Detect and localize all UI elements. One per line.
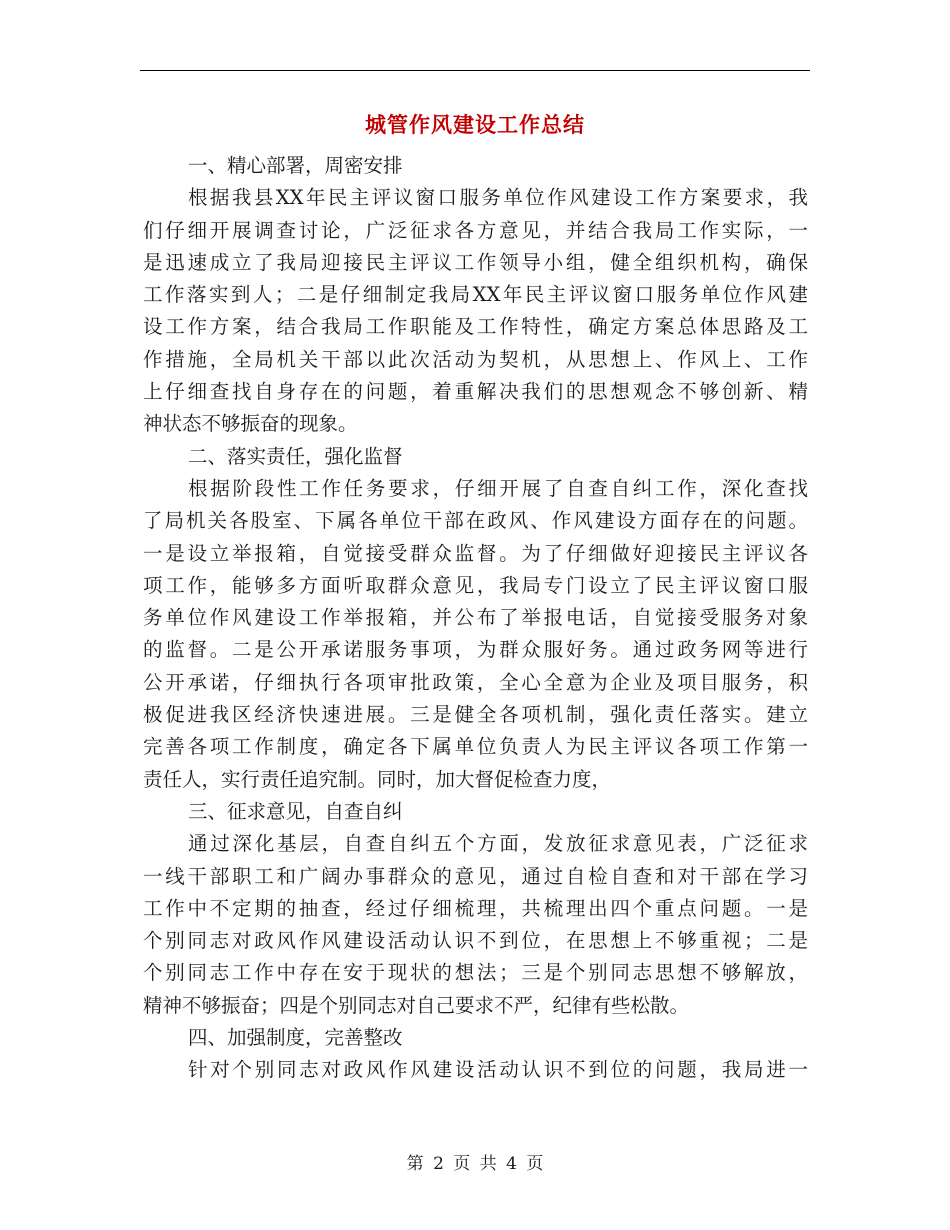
paragraph-line: 责任人，实行责任追究制。同时，加大督促检查力度， <box>143 767 612 791</box>
section-heading: 四、加强制度，完善整改 <box>188 1026 403 1050</box>
paragraph-line: 完善各项工作制度，确定各下属单位负责人为民主评议各项工作第一 <box>143 735 808 759</box>
paragraph-line: 公开承诺，仔细执行各项审批政策，全心全意为企业及项目服务，积 <box>143 670 808 694</box>
header-rule <box>140 70 810 71</box>
paragraph-line: 一线干部职工和广阔办事群众的意见，通过自检自查和对干部在学习 <box>143 864 808 888</box>
section-heading: 二、落实责任，强化监督 <box>188 444 403 468</box>
paragraph-line: 设工作方案，结合我局工作职能及工作特性，确定方案总体思路及工 <box>143 315 808 339</box>
paragraph-line: 一是设立举报箱，自觉接受群众监督。为了仔细做好迎接民主评议各 <box>143 541 808 565</box>
paragraph-line: 个别同志工作中存在安于现状的想法；三是个别同志思想不够解放， <box>143 961 808 985</box>
document-body <box>143 150 808 1087</box>
page-number-footer: 第 2 页 共 4 页 <box>406 1154 544 1174</box>
section-heading: 一、精心部署，周密安排 <box>188 154 403 177</box>
paragraph-line: 根据阶段性工作任务要求，仔细开展了自查自纠工作，深化查找 <box>188 476 808 500</box>
document-title: 城管作风建设工作总结 <box>365 112 585 137</box>
paragraph-line: 针对个别同志对政风作风建设活动认识不到位的问题，我局进一 <box>188 1058 808 1082</box>
paragraph-line: 上仔细查找自身存在的问题，着重解决我们的思想观念不够创新、精 <box>143 380 808 404</box>
paragraph-line: 是迅速成立了我局迎接民主评议工作领导小组，健全组织机构，确保 <box>143 250 808 274</box>
paragraph-line: 作措施，全局机关干部以此次活动为契机，从思想上、作风上、工作 <box>143 347 808 371</box>
paragraph-line: 们仔细开展调查讨论，广泛征求各方意见，并结合我局工作实际，一 <box>143 218 808 242</box>
paragraph-line: 的监督。二是公开承诺服务事项，为群众服好务。通过政务网等进行 <box>143 638 808 662</box>
paragraph-line: 精神不够振奋；四是个别同志对自己要求不严，纪律有些松散。 <box>143 993 690 1017</box>
paragraph-line: 极促进我区经济快速进展。三是健全各项机制，强化责任落实。建立 <box>143 703 808 727</box>
paragraph-line: 个别同志对政风作风建设活动认识不到位，在思想上不够重视；二是 <box>143 929 808 953</box>
paragraph-line: 神状态不够振奋的现象。 <box>143 412 358 436</box>
paragraph-line: 工作落实到人；二是仔细制定我局XX年民主评议窗口服务单位作风建 <box>143 283 808 307</box>
paragraph-line: 了局机关各股室、下属各单位干部在政风、作风建设方面存在的问题。 <box>143 509 808 533</box>
paragraph-line: 通过深化基层，自查自纠五个方面，发放征求意见表，广泛征求 <box>188 832 808 856</box>
paragraph-line: 务单位作风建设工作举报箱，并公布了举报电话，自觉接受服务对象 <box>143 606 808 630</box>
paragraph-line: 根据我县XX年民主评议窗口服务单位作风建设工作方案要求，我 <box>188 186 808 210</box>
paragraph-line: 工作中不定期的抽查，经过仔细梳理，共梳理出四个重点问题。一是 <box>143 896 808 920</box>
section-heading: 三、征求意见，自查自纠 <box>188 799 403 823</box>
paragraph-line: 项工作，能够多方面听取群众意见，我局专门设立了民主评议窗口服 <box>143 573 808 597</box>
